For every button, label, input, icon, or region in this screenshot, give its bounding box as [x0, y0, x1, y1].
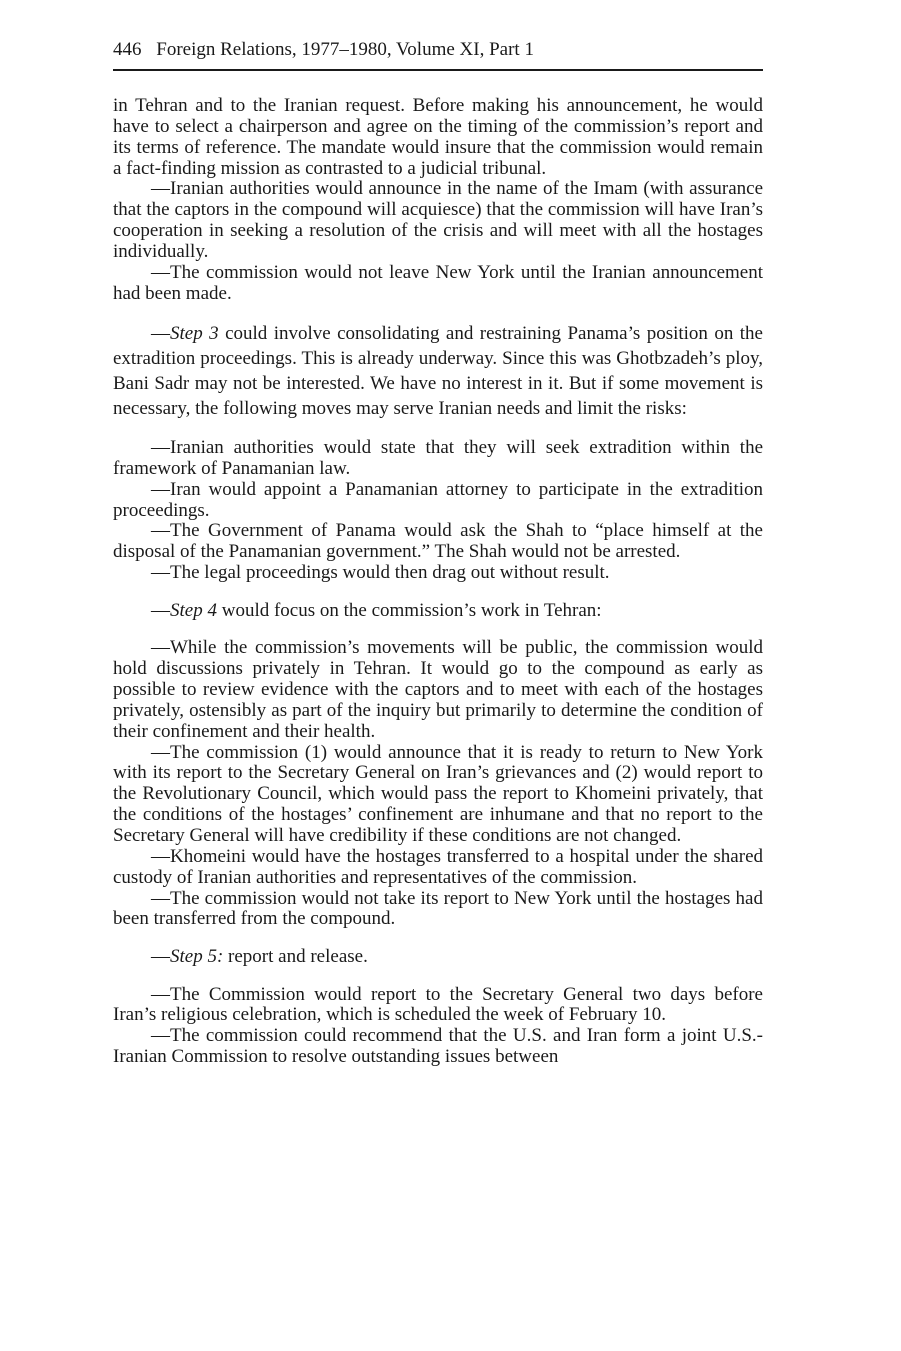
paragraph: in Tehran and to the Iranian request. Before making his announcement, he would have to select a chairperson and agree on the timing of the commission’s report and its terms of reference. The mandate would insure that the commission would remain a fact-finding mission as contrasted to a judicial tribunal. — [113, 95, 763, 179]
step-paragraph — [113, 601, 763, 622]
page-number: 446 — [113, 39, 142, 60]
paragraph: —The commission could recommend that the U.S. and Iran form a joint U.S.-Iranian Commission to resolve outstanding issues between — [113, 1025, 763, 1068]
header-rule — [113, 69, 763, 71]
step-label: Step 4 — [170, 599, 217, 621]
paragraph: —While the commission’s movements will be public, the commission would hold discussions privately in Tehran. It would go to the compound as early as possible to review evidence with the captors and to meet with each of the hostages privately, ostensibly as part of the inquiry but primarily to determine the condition of their confinement and their health. — [113, 637, 763, 742]
step-dash: — — [151, 945, 170, 967]
paragraph: —Khomeini would have the hostages transferred to a hospital under the shared custody of Iranian authorities and representatives of the commission. — [113, 845, 763, 888]
paragraph: —The commission would not leave New York until the Iranian announcement had been made. — [113, 261, 763, 304]
step-text: would focus on the commission’s work in Tehran: — [216, 599, 602, 621]
step-dash: — — [151, 323, 170, 345]
paragraph: —Iran would appoint a Panamanian attorney to participate in the extradition proceedings. — [113, 478, 763, 521]
body-text — [113, 96, 763, 1068]
step-label: Step 3 — [170, 323, 219, 345]
step-label: Step 5: — [170, 945, 224, 967]
paragraph: —Iranian authorities would state that they will seek extradition within the framework of Panamanian law. — [113, 437, 763, 479]
paragraph: —The legal proceedings would then drag out without result. — [151, 562, 610, 584]
paragraph: —The commission would not take its report to New York until the hostages had been transferred from the compound. — [113, 887, 763, 930]
step-text: report and release. — [223, 945, 368, 967]
step-text: could involve consolidating and restraining Panama’s position on the extradition proceedings. This is already underway. Since this was Ghotbzadeh’s ploy, Bani Sadr may not be interested. We have no interest in it. But if some movement is necessary, the following moves may serve Iranian needs and limit the risks: — [113, 323, 763, 420]
paragraph: —The commission (1) would announce that it is ready to return to New York with its report to the Secretary General on Iran’s grievances and (2) would report to the Revolutionary Council, which would pass the report to Khomeini privately, that the conditions of the hostages’ confinement are inhumane and that no report to the Secretary General will have credibility if these conditions are not changed. — [113, 741, 763, 846]
paragraph: —The Commission would report to the Secretary General two days before Iran’s religious celebration, which is scheduled the week of February 10. — [113, 983, 763, 1026]
step-dash: — — [151, 599, 170, 621]
running-title: Foreign Relations, 1977–1980, Volume XI, Part 1 — [156, 39, 534, 60]
running-head — [113, 37, 763, 63]
step-paragraph — [113, 321, 763, 421]
paragraph: —Iranian authorities would announce in the name of the Imam (with assurance that the captors in the compound will acquiesce) that the commission will have Iran’s cooperation in seeking a resolution of the crisis and will meet with all the hostages individually. — [113, 178, 763, 262]
paragraph: —The Government of Panama would ask the Shah to “place himself at the disposal of the Panamanian government.” The Shah would not be arrested. — [113, 520, 763, 563]
step-paragraph — [113, 947, 763, 968]
